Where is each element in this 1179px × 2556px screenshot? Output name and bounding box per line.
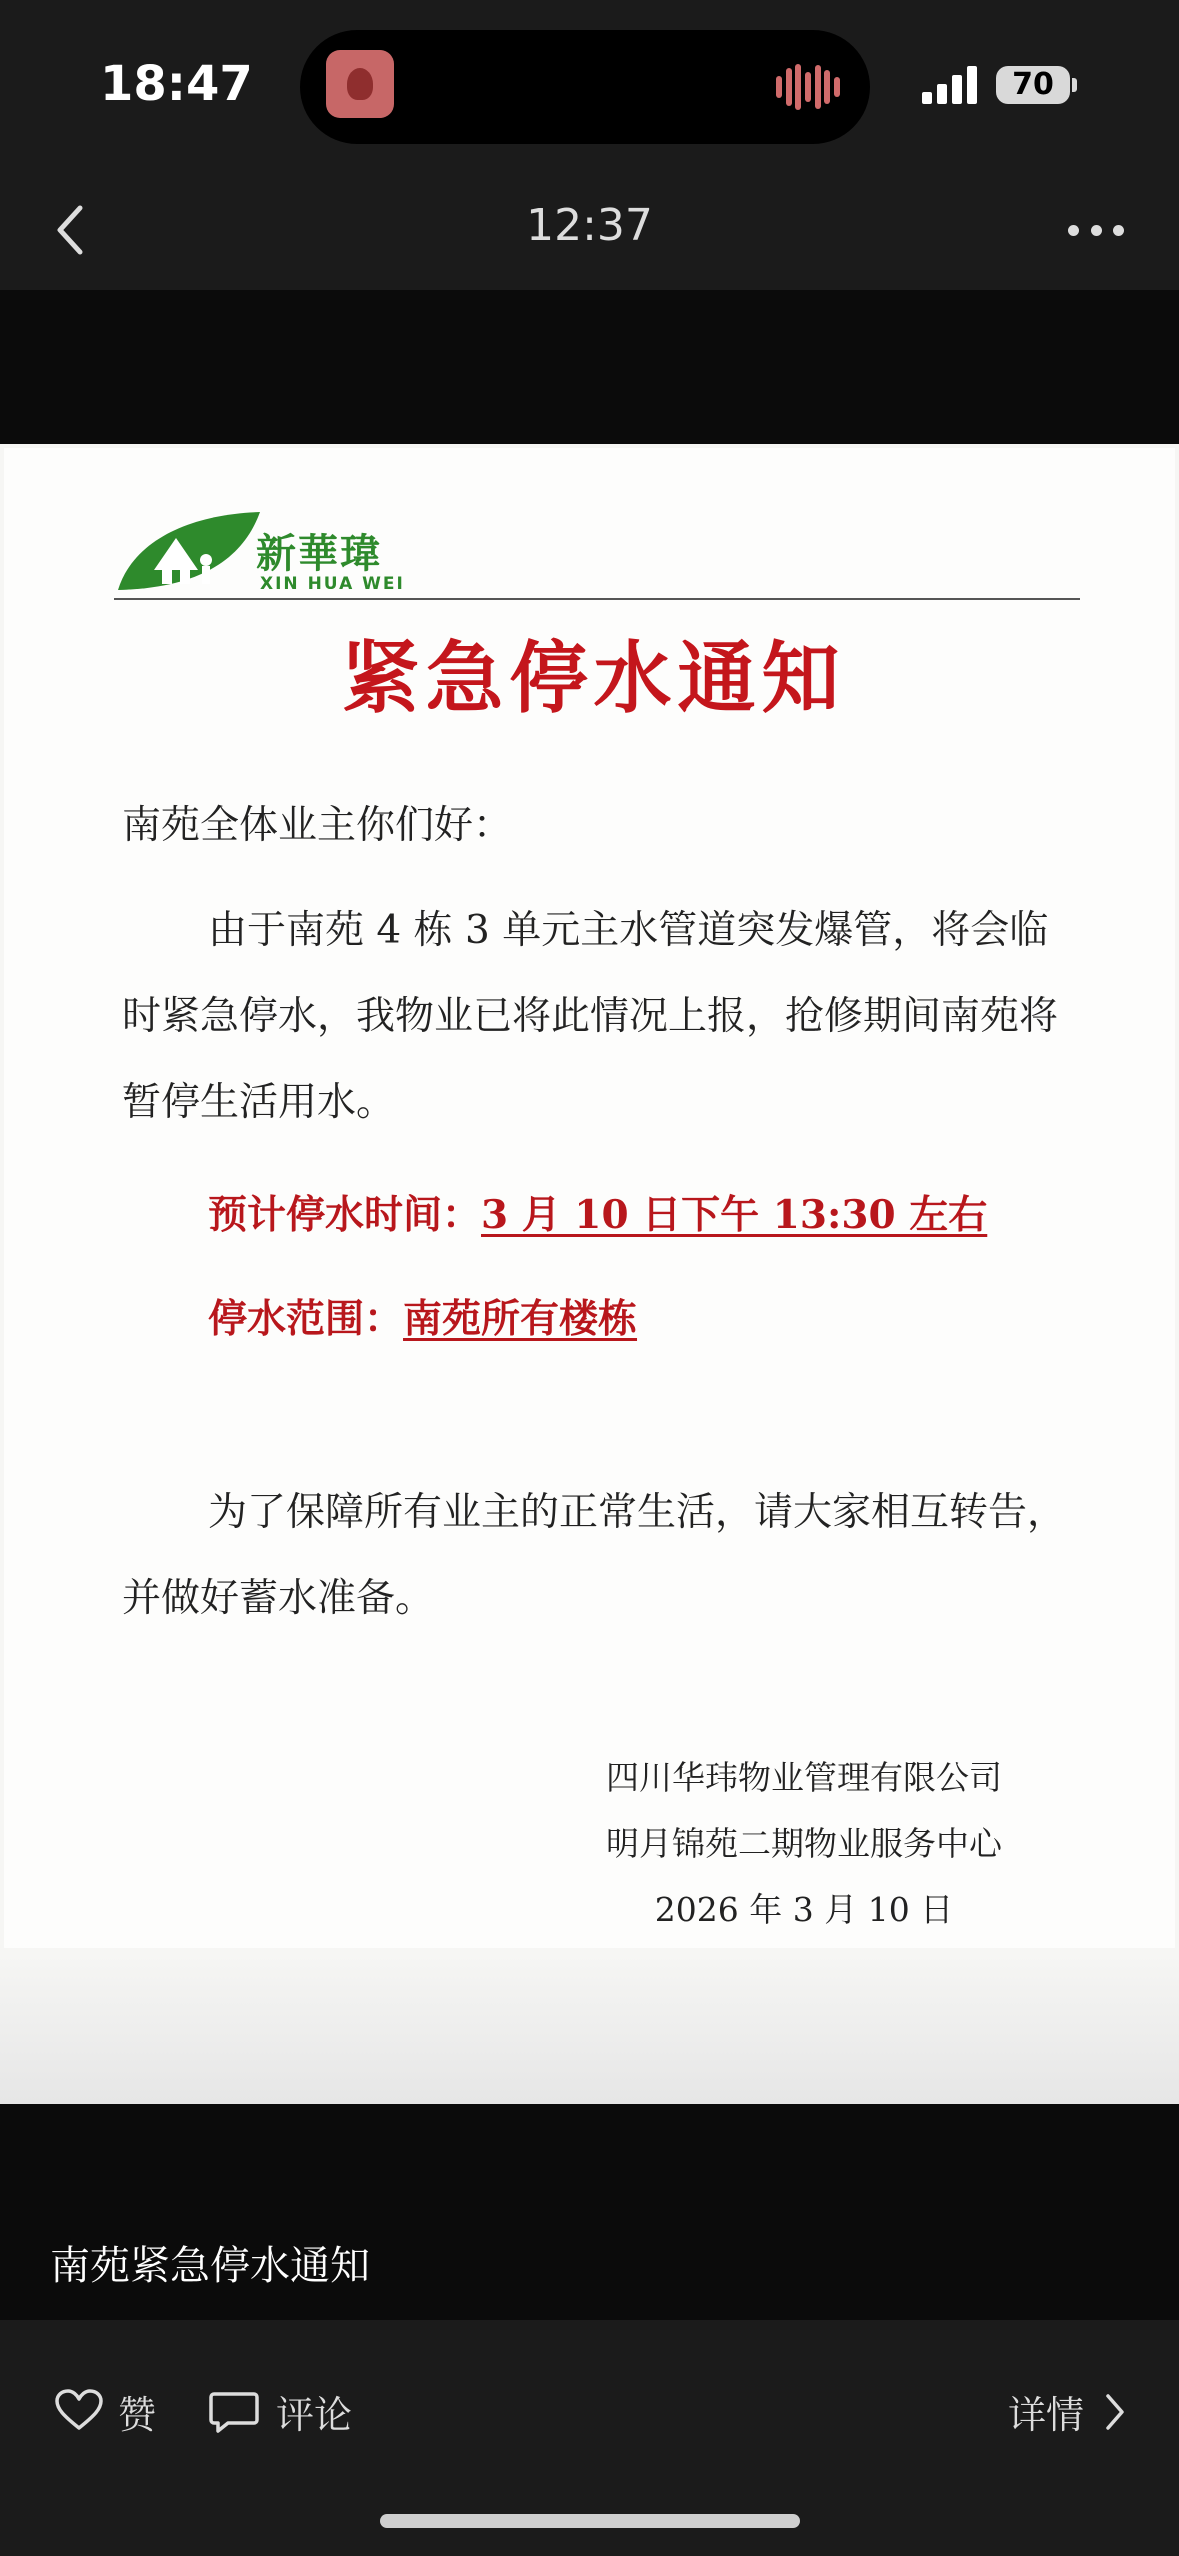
details-button[interactable]: 详情 [1008,2393,1085,2437]
battery-icon: 70 [996,66,1070,104]
action-bar [0,2320,1179,2556]
heart-icon[interactable] [54,2388,104,2432]
outage-scope-value: 南苑所有楼栋 [403,1296,638,1342]
nav-bar [0,170,1179,290]
notice-paper [4,448,1175,1948]
notice-photo[interactable] [0,444,1179,2104]
notice-title: 紧急停水通知 [341,633,846,724]
comment-button[interactable]: 评论 [276,2393,353,2437]
outage-time-label: 预计停水时间： [208,1192,482,1238]
comment-bubble-icon[interactable] [208,2390,260,2434]
chevron-right-icon[interactable] [1104,2392,1126,2432]
signal-icon [922,64,980,104]
salutation: 南苑全体业主你们好： [122,803,513,848]
outage-time-value: 3 月 10 日下午 13:30 左右 [481,1192,988,1238]
live-activity-app-icon[interactable] [326,50,394,118]
signature-date: 2026 年 3 月 10 日 [654,1890,954,1929]
outage-scope-label: 停水范围： [208,1296,404,1342]
outage-time [208,1184,987,1240]
status-bar [0,0,1179,170]
dynamic-island[interactable] [300,30,870,144]
battery-cap [1072,78,1077,92]
status-time: 18:47 [100,56,253,112]
signature-center: 明月锦苑二期物业服务中心 [606,1824,1002,1863]
logo-english-text: XIN HUA WEI [260,574,405,594]
notice-paragraph-2: 为了保障所有业主的正常生活，请大家相互转告，并做好蓄水准备。 [122,1490,1067,1621]
more-dots-icon[interactable] [1068,220,1124,240]
post-caption: 南苑紧急停水通知 [50,2243,370,2289]
home-indicator[interactable] [380,2514,800,2528]
nav-title: 12:37 [526,200,653,251]
signature-company: 四川华玮物业管理有限公司 [606,1758,1002,1797]
company-logo-icon [114,508,264,592]
app-glyph [347,68,373,100]
notice-paragraph-1: 由于南苑 4 栋 3 单元主水管道突发爆管，将会临时紧急停水，我物业已将此情况上报，抢修期间南苑将暂停生活用水。 [122,908,1059,1125]
logo-chinese-text: 新華瑋 [256,530,382,577]
like-button[interactable]: 赞 [118,2393,157,2437]
audio-wave-icon [776,64,840,110]
photo-bottom-shade [0,1954,1179,2104]
header-divider [114,598,1080,600]
outage-scope [208,1288,637,1344]
